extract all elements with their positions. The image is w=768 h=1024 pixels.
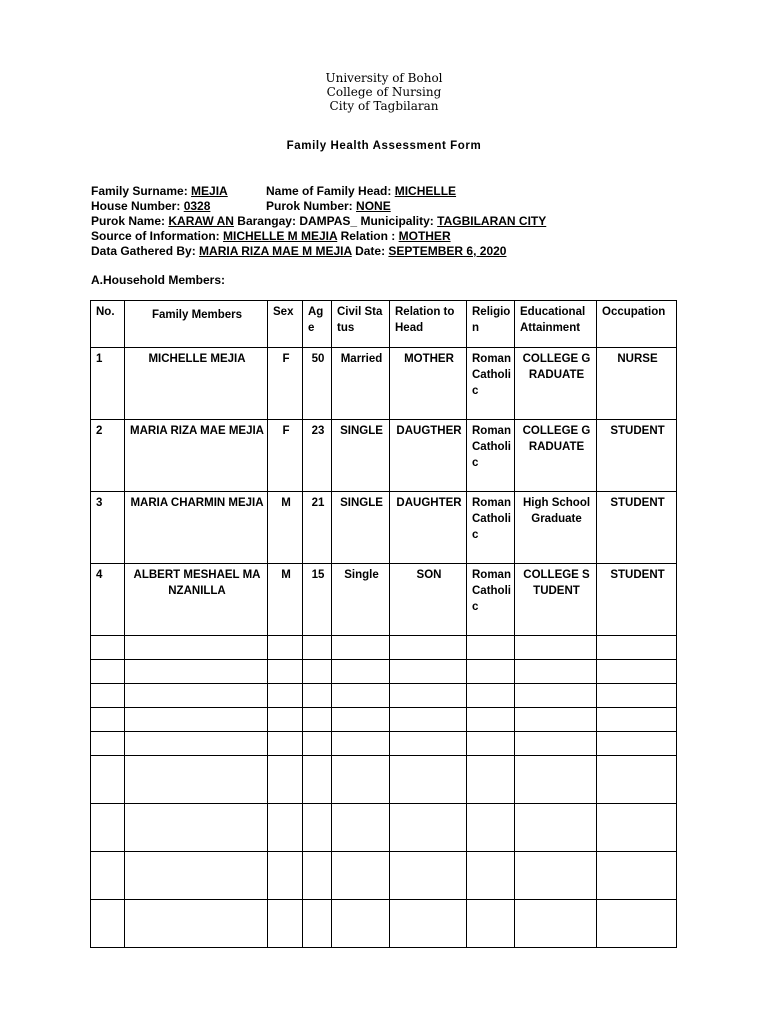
- cell-occupation: STUDENT: [597, 564, 677, 636]
- cell-occupation: STUDENT: [597, 492, 677, 564]
- relation-value: MOTHER: [398, 229, 451, 243]
- purok-name-value: KARAW AN: [168, 214, 234, 228]
- purok-number-label: Purok Number:: [266, 199, 353, 213]
- cell-education: High School Graduate: [515, 492, 597, 564]
- cell-name: MICHELLE MEJIA: [125, 348, 268, 420]
- info-line-gathered: [91, 244, 506, 259]
- cell-name: ALBERT MESHAEL MANZANILLA: [125, 564, 268, 636]
- cell-religion: Roman Catholic: [467, 348, 515, 420]
- municipality-value: TAGBILARAN CITY: [437, 214, 547, 228]
- cell-relation: DAUGTHER: [390, 420, 467, 492]
- household-members-table: [90, 300, 677, 948]
- cell-sex: F: [268, 420, 303, 492]
- cell-age: 50: [303, 348, 332, 420]
- municipality-label: Municipality:: [360, 214, 434, 228]
- cell-relation: DAUGHTER: [390, 492, 467, 564]
- info-line-source: [91, 229, 451, 244]
- house-label: House Number:: [91, 199, 181, 213]
- col-header-relation: Relation to Head: [390, 301, 467, 348]
- col-header-occupation: Occupation: [597, 301, 677, 348]
- info-line-purok-number: [266, 199, 391, 214]
- empty-table-row: [91, 732, 677, 756]
- source-label: Source of Information:: [91, 229, 220, 243]
- cell-occupation: NURSE: [597, 348, 677, 420]
- cell-civil-status: SINGLE: [332, 420, 390, 492]
- table-row: [91, 492, 677, 564]
- info-line-surname: [91, 184, 228, 199]
- cell-no: 1: [91, 348, 125, 420]
- school-header: [0, 71, 768, 113]
- cell-education: COLLEGE STUDENT: [515, 564, 597, 636]
- cell-relation: SON: [390, 564, 467, 636]
- cell-no: 3: [91, 492, 125, 564]
- cell-no: 4: [91, 564, 125, 636]
- cell-name: MARIA CHARMIN MEJIA: [125, 492, 268, 564]
- date-value: SEPTEMBER 6, 2020: [388, 244, 507, 258]
- barangay-value: DAMPAS_: [299, 214, 358, 228]
- head-label: Name of Family Head:: [266, 184, 392, 198]
- cell-age: 23: [303, 420, 332, 492]
- empty-table-row: [91, 804, 677, 852]
- purok-number-value: NONE: [356, 199, 391, 213]
- table-row: [91, 420, 677, 492]
- empty-table-row: [91, 756, 677, 804]
- table-row: [91, 564, 677, 636]
- form-title: Family Health Assessment Form: [286, 140, 482, 152]
- col-header-family-members: Family Members: [125, 301, 268, 348]
- info-line-head: [266, 184, 456, 199]
- col-header-religion: Religion: [467, 301, 515, 348]
- empty-table-row: [91, 708, 677, 732]
- cell-name: MARIA RIZA MAE MEJIA: [125, 420, 268, 492]
- col-header-age: Age: [303, 301, 332, 348]
- date-label: Date:: [355, 244, 386, 258]
- table-header-row: [91, 301, 677, 348]
- cell-civil-status: SINGLE: [332, 492, 390, 564]
- purok-name-label: Purok Name:: [91, 214, 166, 228]
- cell-education: COLLEGE GRADUATE: [515, 420, 597, 492]
- col-header-education: Educational Attainment: [515, 301, 597, 348]
- cell-occupation: STUDENT: [597, 420, 677, 492]
- cell-education: COLLEGE GRADUATE: [515, 348, 597, 420]
- col-header-sex: Sex: [268, 301, 303, 348]
- university-name: University of Bohol: [325, 71, 443, 85]
- house-value: 0328: [183, 199, 211, 213]
- cell-age: 15: [303, 564, 332, 636]
- empty-table-row: [91, 852, 677, 900]
- cell-religion: Roman Catholic: [467, 492, 515, 564]
- cell-relation: MOTHER: [390, 348, 467, 420]
- info-line-location: [91, 214, 546, 229]
- barangay-label: Barangay:: [237, 214, 296, 228]
- source-value: MICHELLE M MEJIA: [223, 229, 338, 243]
- table-row: [91, 348, 677, 420]
- gathered-value: MARIA RIZA MAE M MEJIA: [199, 244, 352, 258]
- college-name: College of Nursing: [326, 85, 442, 99]
- empty-table-row: [91, 660, 677, 684]
- cell-no: 2: [91, 420, 125, 492]
- relation-label: Relation :: [340, 229, 396, 243]
- cell-religion: Roman Catholic: [467, 420, 515, 492]
- cell-religion: Roman Catholic: [467, 564, 515, 636]
- cell-age: 21: [303, 492, 332, 564]
- empty-table-row: [91, 636, 677, 660]
- gathered-label: Data Gathered By:: [91, 244, 196, 258]
- cell-sex: F: [268, 348, 303, 420]
- surname-label: Family Surname:: [91, 184, 188, 198]
- cell-sex: M: [268, 564, 303, 636]
- surname-value: MEJIA: [191, 184, 228, 198]
- section-label: A.Household Members:: [91, 273, 226, 287]
- cell-civil-status: Single: [332, 564, 390, 636]
- empty-table-row: [91, 900, 677, 948]
- col-header-civil-status: Civil Status: [332, 301, 390, 348]
- cell-civil-status: Married: [332, 348, 390, 420]
- head-value: MICHELLE: [394, 184, 457, 198]
- info-line-house: [91, 199, 210, 214]
- empty-table-row: [91, 684, 677, 708]
- city-name: City of Tagbilaran: [329, 99, 439, 113]
- cell-sex: M: [268, 492, 303, 564]
- col-header-no: No.: [91, 301, 125, 348]
